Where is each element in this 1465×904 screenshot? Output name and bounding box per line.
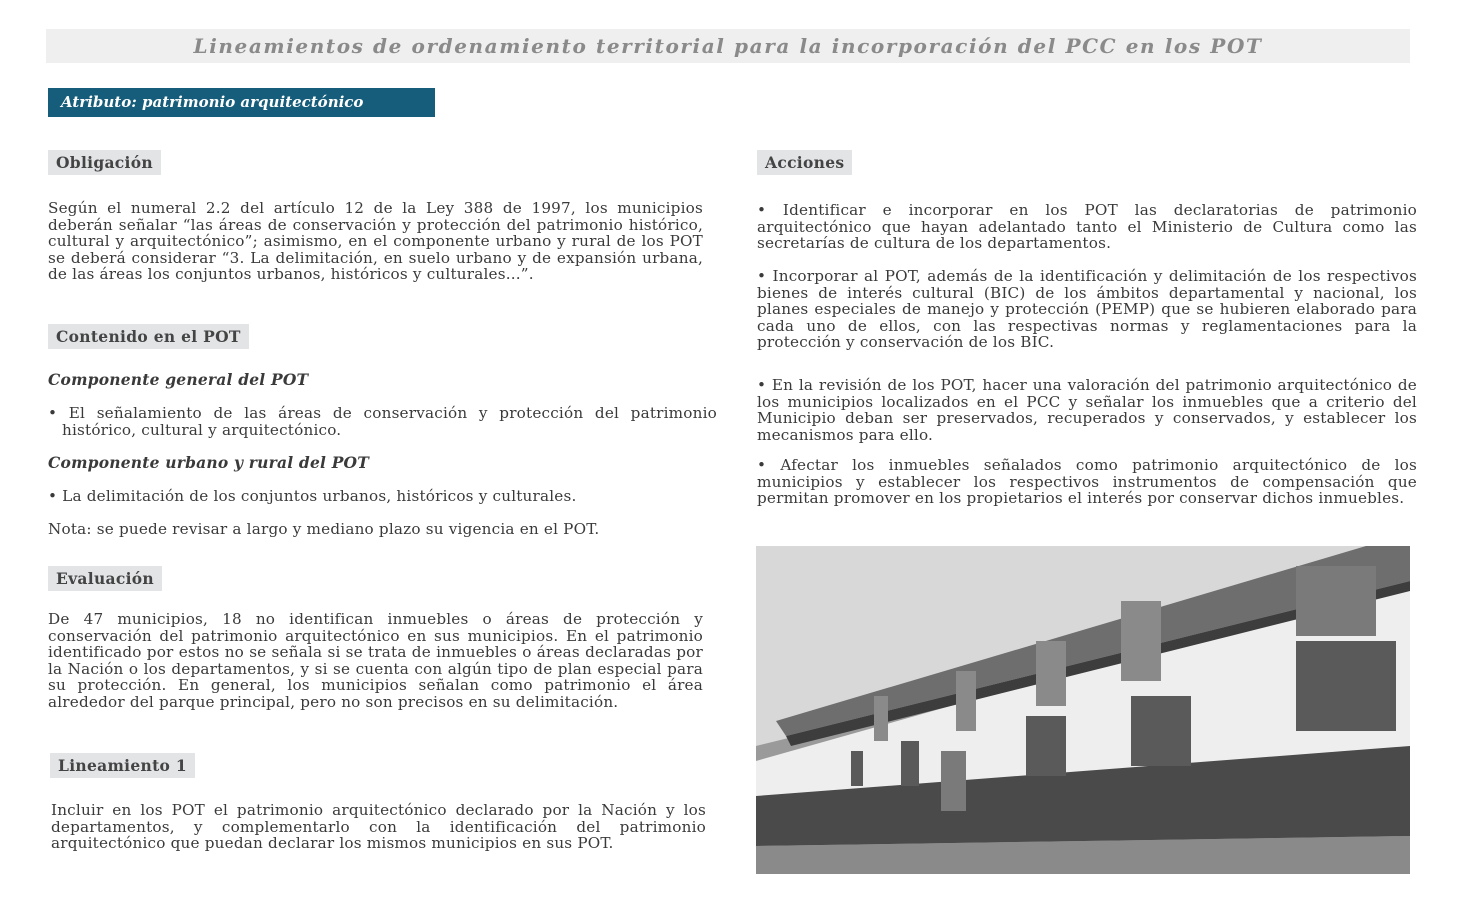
lineamiento-heading: Lineamiento 1 (50, 753, 195, 778)
contenido-bullet: • El señalamiento de las áreas de conservación y protección del patrimonio histórico, cultural y arquitectónico. (48, 404, 717, 439)
nota-text: Nota: se puede revisar a largo y mediano plazo su vigencia en el POT. (48, 520, 600, 538)
document-banner-title: Lineamientos de ordenamiento territorial para la incorporación del PCC en los POT (46, 29, 1410, 63)
acciones-heading: Acciones (757, 150, 852, 175)
evaluacion-heading: Evaluación (48, 566, 162, 591)
attribute-label: Atributo: patrimonio arquitectónico (48, 88, 435, 117)
lineamiento-text: Incluir en los POT el patrimonio arquitectónico declarado por la Nación y los departamentos, y complementarlo con la identificación del patrimonio arquitectónico que puedan declarar los mismos municipios en sus POT. (51, 801, 706, 853)
obligacion-heading: Obligación (48, 150, 161, 175)
componente-urbano-subheading: Componente urbano y rural del POT (48, 453, 369, 472)
colonial-building-photo (756, 546, 1410, 874)
accion-item: • Identificar e incorporar en los POT las declaratorias de patrimonio arquitectónico que hayan adelantado tanto el Ministerio de Cultura como las secretarías de cultura de los departamentos. (757, 201, 1417, 253)
obligacion-text: Según el numeral 2.2 del artículo 12 de la Ley 388 de 1997, los municipios deberán señalar “las áreas de conservación y protección del patrimonio histórico, cultural y arquitectónico”; asimismo, en el componente urbano y rural de los POT se deberá considerar “3. La delimitación, en suelo urbano y de expansión urbana, de las áreas los conjuntos urbanos, históricos y culturales...”. (48, 199, 703, 284)
contenido-bullet: • La delimitación de los conjuntos urbanos, históricos y culturales. (48, 487, 577, 505)
componente-general-subheading: Componente general del POT (48, 370, 309, 389)
accion-item: • Afectar los inmuebles señalados como patrimonio arquitectónico de los municipios y establecer los respectivos instrumentos de compensación que permitan promover en los propietarios el interés por conservar dichos inmuebles. (757, 456, 1417, 508)
accion-item: • En la revisión de los POT, hacer una valoración del patrimonio arquitectónico de los municipios localizados en el PCC y señalar los inmuebles que a criterio del Municipio deban ser preservados, recuperados y conservados, y establecer los mecanismos para ello. (757, 376, 1417, 444)
contenido-heading: Contenido en el POT (48, 324, 249, 349)
evaluacion-text: De 47 municipios, 18 no identifican inmuebles o áreas de protección y conservación del patrimonio arquitectónico en sus municipios. En el patrimonio identificado por estos no se señala si se trata de inmuebles o áreas declaradas por la Nación o los departamentos, y si se cuenta con algún tipo de plan especial para su protección. En general, los municipios señalan como patrimonio el área alrededor del parque principal, pero no son precisos en su delimitación. (48, 610, 703, 711)
accion-item: • Incorporar al POT, además de la identificación y delimitación de los respectivos bienes de interés cultural (BIC) de los ámbitos departamental y nacional, los planes especiales de manejo y protección (PEMP) que se hubieren elaborado para cada uno de ellos, con las respectivas normas y reglamentaciones para la protección y conservación de los BIC. (757, 267, 1417, 352)
